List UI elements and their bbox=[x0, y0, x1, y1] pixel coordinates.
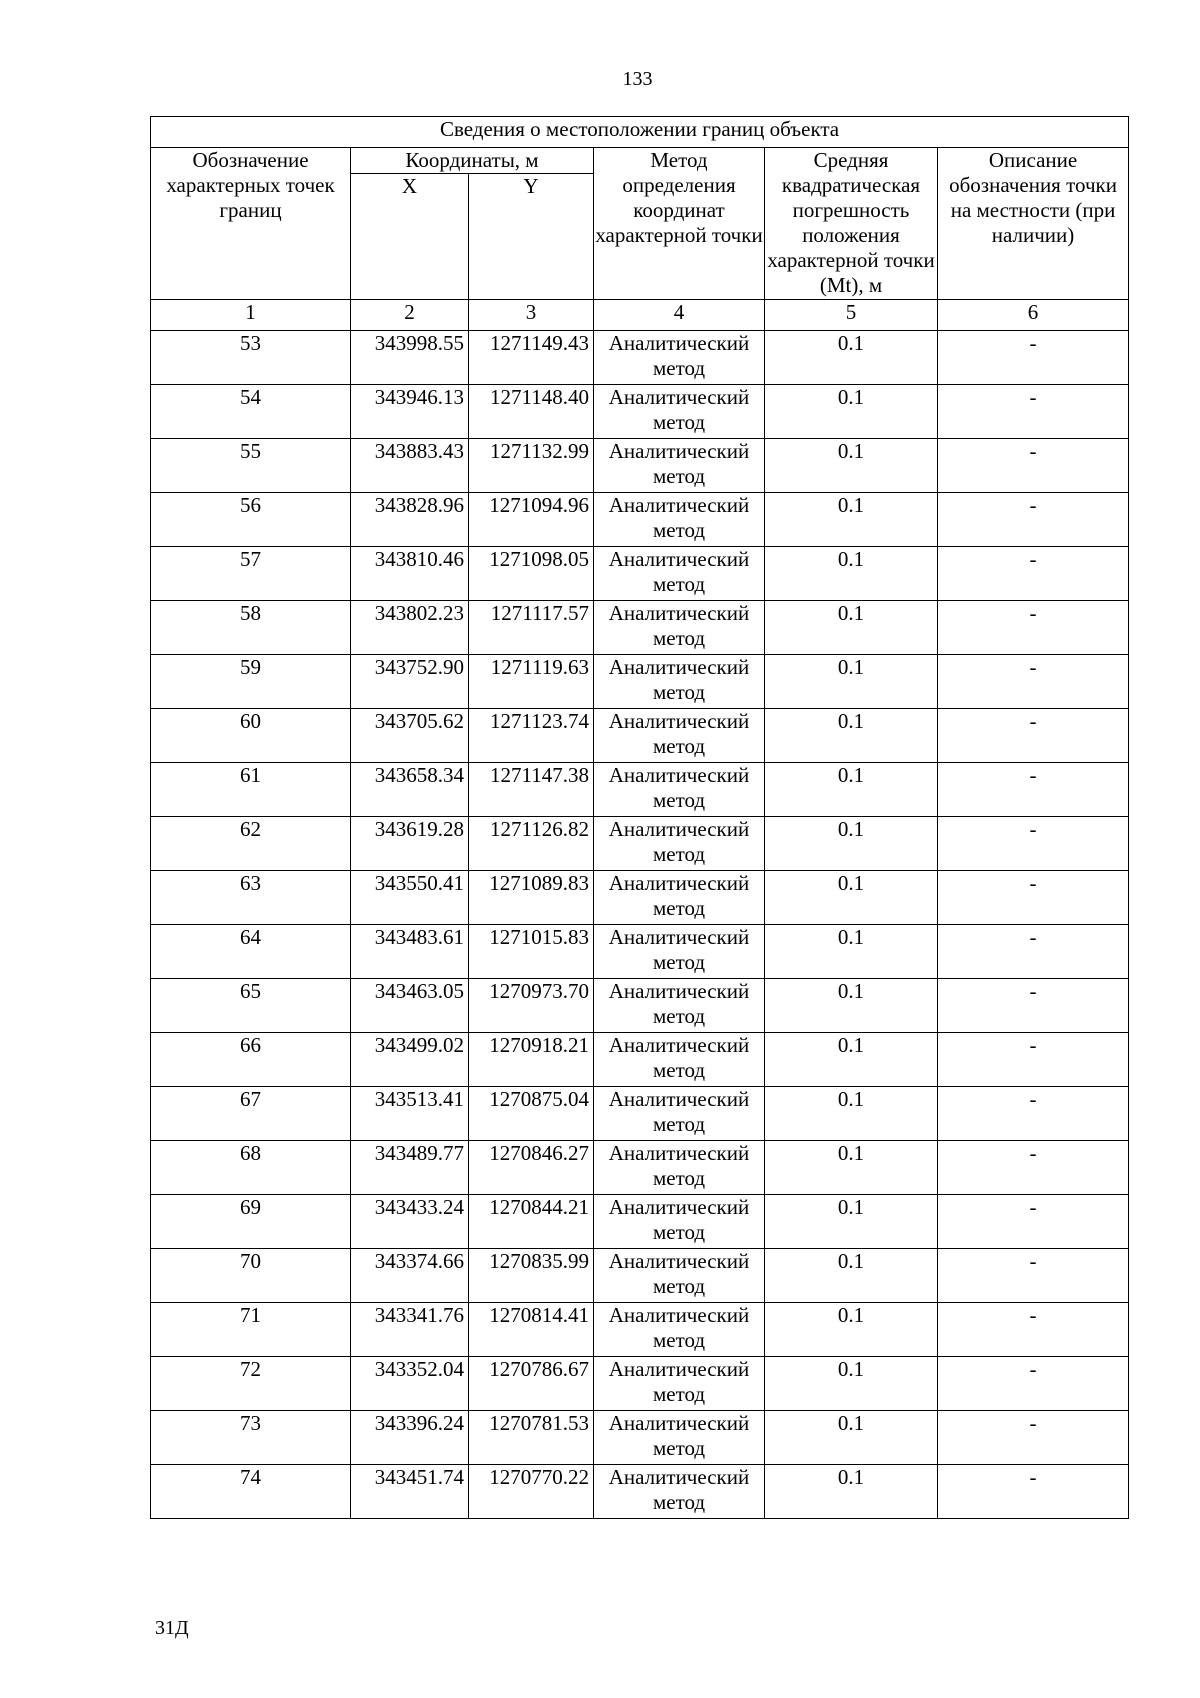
y-cell: 1270918.21 bbox=[469, 1033, 594, 1087]
x-cell: 343463.05 bbox=[351, 979, 469, 1033]
y-cell: 1271147.38 bbox=[469, 763, 594, 817]
description-cell: - bbox=[938, 1465, 1129, 1519]
table-row bbox=[151, 601, 1129, 655]
method-cell: Аналитический метод bbox=[594, 1249, 765, 1303]
method-cell: Аналитический метод bbox=[594, 601, 765, 655]
table-row bbox=[151, 925, 1129, 979]
point-cell: 71 bbox=[151, 1303, 351, 1357]
y-cell: 1271123.74 bbox=[469, 709, 594, 763]
point-cell: 58 bbox=[151, 601, 351, 655]
y-cell: 1271117.57 bbox=[469, 601, 594, 655]
error-cell: 0.1 bbox=[765, 709, 938, 763]
error-cell: 0.1 bbox=[765, 1411, 938, 1465]
method-cell: Аналитический метод bbox=[594, 1141, 765, 1195]
x-cell: 343483.61 bbox=[351, 925, 469, 979]
error-cell: 0.1 bbox=[765, 1087, 938, 1141]
x-cell: 343883.43 bbox=[351, 439, 469, 493]
point-cell: 67 bbox=[151, 1087, 351, 1141]
y-cell: 1271098.05 bbox=[469, 547, 594, 601]
y-cell: 1270786.67 bbox=[469, 1357, 594, 1411]
error-cell: 0.1 bbox=[765, 1249, 938, 1303]
y-cell: 1270770.22 bbox=[469, 1465, 594, 1519]
error-cell: 0.1 bbox=[765, 1357, 938, 1411]
point-cell: 64 bbox=[151, 925, 351, 979]
x-cell: 343499.02 bbox=[351, 1033, 469, 1087]
point-cell: 65 bbox=[151, 979, 351, 1033]
error-cell: 0.1 bbox=[765, 1195, 938, 1249]
description-cell: - bbox=[938, 1141, 1129, 1195]
y-cell: 1271132.99 bbox=[469, 439, 594, 493]
page-number: 133 bbox=[622, 68, 653, 90]
table-row bbox=[151, 1303, 1129, 1357]
table-row bbox=[151, 1249, 1129, 1303]
table-caption: Сведения о местоположении границ объекта bbox=[151, 117, 1129, 148]
method-cell: Аналитический метод bbox=[594, 925, 765, 979]
x-cell: 343341.76 bbox=[351, 1303, 469, 1357]
y-cell: 1271094.96 bbox=[469, 493, 594, 547]
point-cell: 72 bbox=[151, 1357, 351, 1411]
table-row bbox=[151, 871, 1129, 925]
error-cell: 0.1 bbox=[765, 1141, 938, 1195]
table-row bbox=[151, 547, 1129, 601]
column-number: 3 bbox=[469, 300, 594, 331]
y-cell: 1270973.70 bbox=[469, 979, 594, 1033]
point-cell: 60 bbox=[151, 709, 351, 763]
x-cell: 343802.23 bbox=[351, 601, 469, 655]
table-row bbox=[151, 817, 1129, 871]
header-y: Y bbox=[469, 174, 594, 300]
error-cell: 0.1 bbox=[765, 655, 938, 709]
error-cell: 0.1 bbox=[765, 1465, 938, 1519]
error-cell: 0.1 bbox=[765, 979, 938, 1033]
table-row bbox=[151, 655, 1129, 709]
x-cell: 343433.24 bbox=[351, 1195, 469, 1249]
method-cell: Аналитический метод bbox=[594, 763, 765, 817]
x-cell: 343489.77 bbox=[351, 1141, 469, 1195]
error-cell: 0.1 bbox=[765, 547, 938, 601]
column-number: 5 bbox=[765, 300, 938, 331]
table-row bbox=[151, 763, 1129, 817]
error-cell: 0.1 bbox=[765, 601, 938, 655]
table-row bbox=[151, 1195, 1129, 1249]
x-cell: 343705.62 bbox=[351, 709, 469, 763]
description-cell: - bbox=[938, 601, 1129, 655]
column-number-row bbox=[151, 300, 1129, 331]
error-cell: 0.1 bbox=[765, 871, 938, 925]
footer-code: 31Д bbox=[155, 1617, 189, 1639]
y-cell: 1270814.41 bbox=[469, 1303, 594, 1357]
x-cell: 343946.13 bbox=[351, 385, 469, 439]
method-cell: Аналитический метод bbox=[594, 331, 765, 385]
description-cell: - bbox=[938, 547, 1129, 601]
point-cell: 70 bbox=[151, 1249, 351, 1303]
point-cell: 74 bbox=[151, 1465, 351, 1519]
x-cell: 343396.24 bbox=[351, 1411, 469, 1465]
method-cell: Аналитический метод bbox=[594, 871, 765, 925]
column-number: 2 bbox=[351, 300, 469, 331]
error-cell: 0.1 bbox=[765, 763, 938, 817]
method-cell: Аналитический метод bbox=[594, 547, 765, 601]
point-cell: 66 bbox=[151, 1033, 351, 1087]
y-cell: 1270835.99 bbox=[469, 1249, 594, 1303]
point-cell: 68 bbox=[151, 1141, 351, 1195]
error-cell: 0.1 bbox=[765, 1303, 938, 1357]
description-cell: - bbox=[938, 763, 1129, 817]
column-number: 1 bbox=[151, 300, 351, 331]
y-cell: 1271149.43 bbox=[469, 331, 594, 385]
description-cell: - bbox=[938, 385, 1129, 439]
description-cell: - bbox=[938, 1249, 1129, 1303]
y-cell: 1271119.63 bbox=[469, 655, 594, 709]
table-row bbox=[151, 385, 1129, 439]
column-number: 6 bbox=[938, 300, 1129, 331]
y-cell: 1271089.83 bbox=[469, 871, 594, 925]
table-body bbox=[151, 331, 1129, 1519]
point-cell: 57 bbox=[151, 547, 351, 601]
y-cell: 1270846.27 bbox=[469, 1141, 594, 1195]
point-cell: 69 bbox=[151, 1195, 351, 1249]
boundary-coordinates-table bbox=[150, 116, 1129, 1519]
error-cell: 0.1 bbox=[765, 439, 938, 493]
description-cell: - bbox=[938, 331, 1129, 385]
error-cell: 0.1 bbox=[765, 1033, 938, 1087]
method-cell: Аналитический метод bbox=[594, 979, 765, 1033]
y-cell: 1271126.82 bbox=[469, 817, 594, 871]
header-x: X bbox=[351, 174, 469, 300]
method-cell: Аналитический метод bbox=[594, 439, 765, 493]
error-cell: 0.1 bbox=[765, 817, 938, 871]
description-cell: - bbox=[938, 1303, 1129, 1357]
error-cell: 0.1 bbox=[765, 493, 938, 547]
point-cell: 54 bbox=[151, 385, 351, 439]
table-row bbox=[151, 979, 1129, 1033]
method-cell: Аналитический метод bbox=[594, 1087, 765, 1141]
error-cell: 0.1 bbox=[765, 331, 938, 385]
x-cell: 343451.74 bbox=[351, 1465, 469, 1519]
error-cell: 0.1 bbox=[765, 925, 938, 979]
method-cell: Аналитический метод bbox=[594, 1195, 765, 1249]
table-row bbox=[151, 1141, 1129, 1195]
error-cell: 0.1 bbox=[765, 385, 938, 439]
column-number: 4 bbox=[594, 300, 765, 331]
x-cell: 343619.28 bbox=[351, 817, 469, 871]
method-cell: Аналитический метод bbox=[594, 817, 765, 871]
table-row bbox=[151, 1465, 1129, 1519]
description-cell: - bbox=[938, 1087, 1129, 1141]
table-row bbox=[151, 493, 1129, 547]
description-cell: - bbox=[938, 925, 1129, 979]
point-cell: 62 bbox=[151, 817, 351, 871]
y-cell: 1271015.83 bbox=[469, 925, 594, 979]
x-cell: 343810.46 bbox=[351, 547, 469, 601]
method-cell: Аналитический метод bbox=[594, 493, 765, 547]
description-cell: - bbox=[938, 709, 1129, 763]
method-cell: Аналитический метод bbox=[594, 1357, 765, 1411]
description-cell: - bbox=[938, 817, 1129, 871]
description-cell: - bbox=[938, 493, 1129, 547]
header-description: Описание обозначения точки на местности (при наличии) bbox=[938, 148, 1129, 300]
point-cell: 63 bbox=[151, 871, 351, 925]
x-cell: 343752.90 bbox=[351, 655, 469, 709]
y-cell: 1271148.40 bbox=[469, 385, 594, 439]
y-cell: 1270844.21 bbox=[469, 1195, 594, 1249]
description-cell: - bbox=[938, 871, 1129, 925]
point-cell: 53 bbox=[151, 331, 351, 385]
point-cell: 73 bbox=[151, 1411, 351, 1465]
method-cell: Аналитический метод bbox=[594, 655, 765, 709]
table-row bbox=[151, 439, 1129, 493]
description-cell: - bbox=[938, 1357, 1129, 1411]
method-cell: Аналитический метод bbox=[594, 1411, 765, 1465]
description-cell: - bbox=[938, 655, 1129, 709]
point-cell: 59 bbox=[151, 655, 351, 709]
header-coordinates: Координаты, м bbox=[351, 148, 594, 174]
table-row bbox=[151, 331, 1129, 385]
method-cell: Аналитический метод bbox=[594, 1033, 765, 1087]
method-cell: Аналитический метод bbox=[594, 1303, 765, 1357]
table-row bbox=[151, 1033, 1129, 1087]
table-row bbox=[151, 1411, 1129, 1465]
x-cell: 343998.55 bbox=[351, 331, 469, 385]
description-cell: - bbox=[938, 1195, 1129, 1249]
header-method: Метод определения координат характерной точки bbox=[594, 148, 765, 300]
x-cell: 343374.66 bbox=[351, 1249, 469, 1303]
description-cell: - bbox=[938, 1033, 1129, 1087]
description-cell: - bbox=[938, 979, 1129, 1033]
point-cell: 61 bbox=[151, 763, 351, 817]
x-cell: 343513.41 bbox=[351, 1087, 469, 1141]
method-cell: Аналитический метод bbox=[594, 385, 765, 439]
y-cell: 1270781.53 bbox=[469, 1411, 594, 1465]
table-row bbox=[151, 1087, 1129, 1141]
method-cell: Аналитический метод bbox=[594, 1465, 765, 1519]
table-row bbox=[151, 709, 1129, 763]
x-cell: 343550.41 bbox=[351, 871, 469, 925]
point-cell: 55 bbox=[151, 439, 351, 493]
point-cell: 56 bbox=[151, 493, 351, 547]
description-cell: - bbox=[938, 1411, 1129, 1465]
x-cell: 343828.96 bbox=[351, 493, 469, 547]
table-row bbox=[151, 1357, 1129, 1411]
x-cell: 343352.04 bbox=[351, 1357, 469, 1411]
y-cell: 1270875.04 bbox=[469, 1087, 594, 1141]
method-cell: Аналитический метод bbox=[594, 709, 765, 763]
header-error: Средняя квадратическая погрешность положения характерной точки (Mt), м bbox=[765, 148, 938, 300]
description-cell: - bbox=[938, 439, 1129, 493]
x-cell: 343658.34 bbox=[351, 763, 469, 817]
header-point: Обозначение характерных точек границ bbox=[151, 148, 351, 300]
